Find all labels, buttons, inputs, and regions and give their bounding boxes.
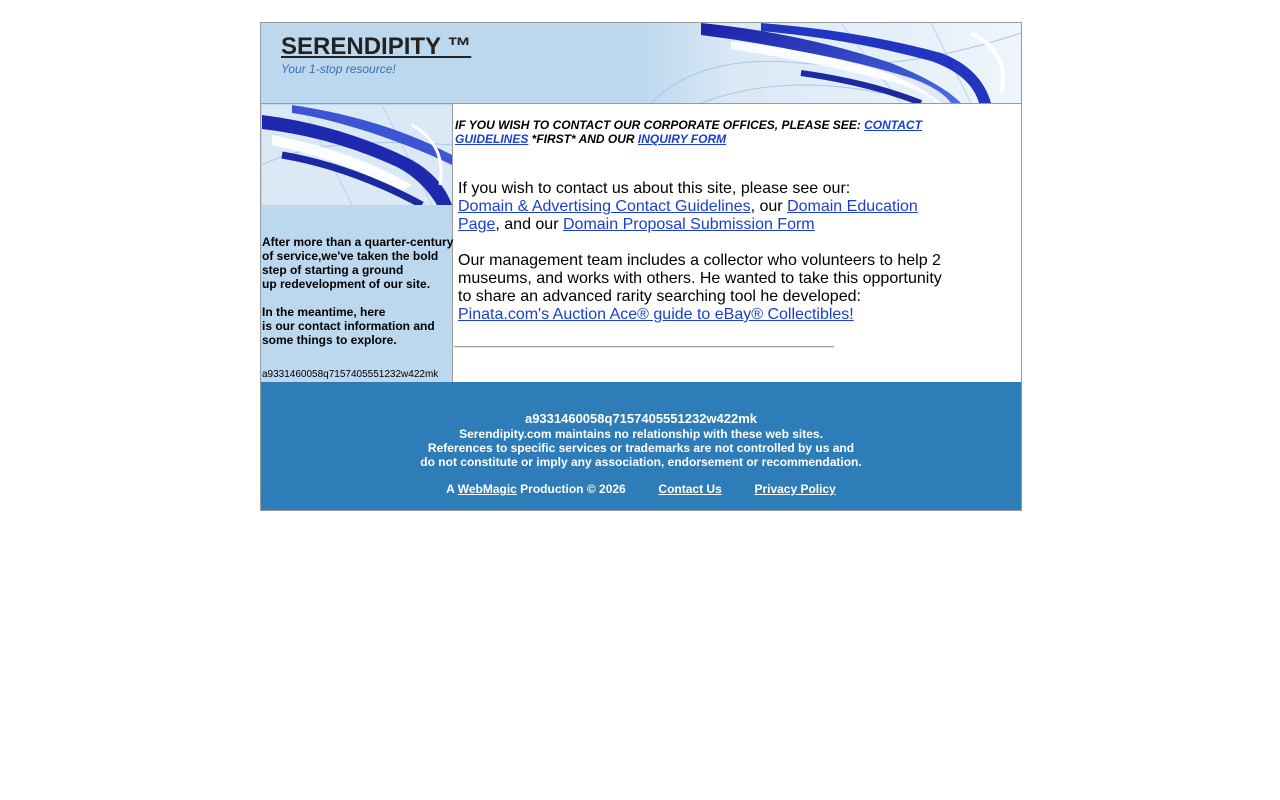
footer-credits: A WebMagic Production © 2026 Contact Us Privacy Policy [446, 482, 836, 496]
privacy-policy-link[interactable]: Privacy Policy [754, 482, 836, 496]
webmagic-link[interactable]: WebMagic [457, 482, 517, 496]
sidebar-paragraph-1: After more than a quarter-century of service,we've taken the bold step of starting a ground up redevelopment of our site. [262, 235, 454, 291]
footer-code: a9331460058q7157405551232w422mk [524, 411, 758, 426]
site-header [261, 23, 1021, 103]
site-brand[interactable]: SERENDIPITY ™ [281, 33, 472, 60]
contact-section [458, 180, 958, 342]
site-footer [261, 382, 1021, 510]
contact-us-link[interactable]: Contact Us [658, 482, 722, 496]
domain-advertising-link[interactable]: Domain & Advertising Contact Guidelines [458, 198, 751, 215]
header-banner-image [641, 23, 1021, 103]
contact-paragraph: If you wish to contact us about this site, please see our: Domain & Advertising Contact Guidelines, our Domain Education Page, and our Domain Proposal Submission Form [458, 180, 918, 233]
page-frame [260, 22, 1022, 511]
content-divider [454, 346, 834, 347]
main-content [454, 104, 1021, 382]
site-tagline: Your 1-stop resource! [281, 62, 396, 76]
inquiry-form-link[interactable]: INQUIRY FORM [637, 132, 727, 146]
sidebar-paragraph-2: In the meantime, here is our contact information and some things to explore. [262, 305, 435, 347]
footer-disclaimer-1: Serendipity.com maintains no relationship with these web sites. [459, 427, 823, 441]
auction-ace-link[interactable]: Pinata.com's Auction Ace® guide to eBay® Collectibles! [458, 306, 854, 323]
sidebar-banner-image [262, 105, 452, 205]
domain-proposal-link[interactable]: Domain Proposal Submission Form [562, 216, 815, 233]
domain-education-link[interactable]: Domain Education Page [458, 198, 918, 233]
sidebar-code: a9331460058q7157405551232w422mk [262, 369, 439, 380]
sidebar [261, 104, 453, 382]
management-paragraph: Our management team includes a collector who volunteers to help 2 museums, and works with others. He wanted to take this opportunity to share an advanced rarity searching tool he developed: Pinata.com's Auction Ace® guide to eBay® Collectibles! [458, 252, 942, 323]
footer-disclaimer-3: do not constitute or imply any association, endorsement or recommendation. [420, 455, 862, 469]
sidebar-intro-text [262, 235, 454, 361]
corporate-notice: IF YOU WISH TO CONTACT OUR CORPORATE OFFICES, PLEASE SEE: CONTACT GUIDELINES *FIRST* AND OUR INQUIRY FORM [455, 118, 922, 146]
contact-guidelines-link[interactable]: CONTACT GUIDELINES [455, 118, 922, 146]
footer-disclaimer-2: References to specific services or trademarks are not controlled by us and [427, 441, 855, 455]
